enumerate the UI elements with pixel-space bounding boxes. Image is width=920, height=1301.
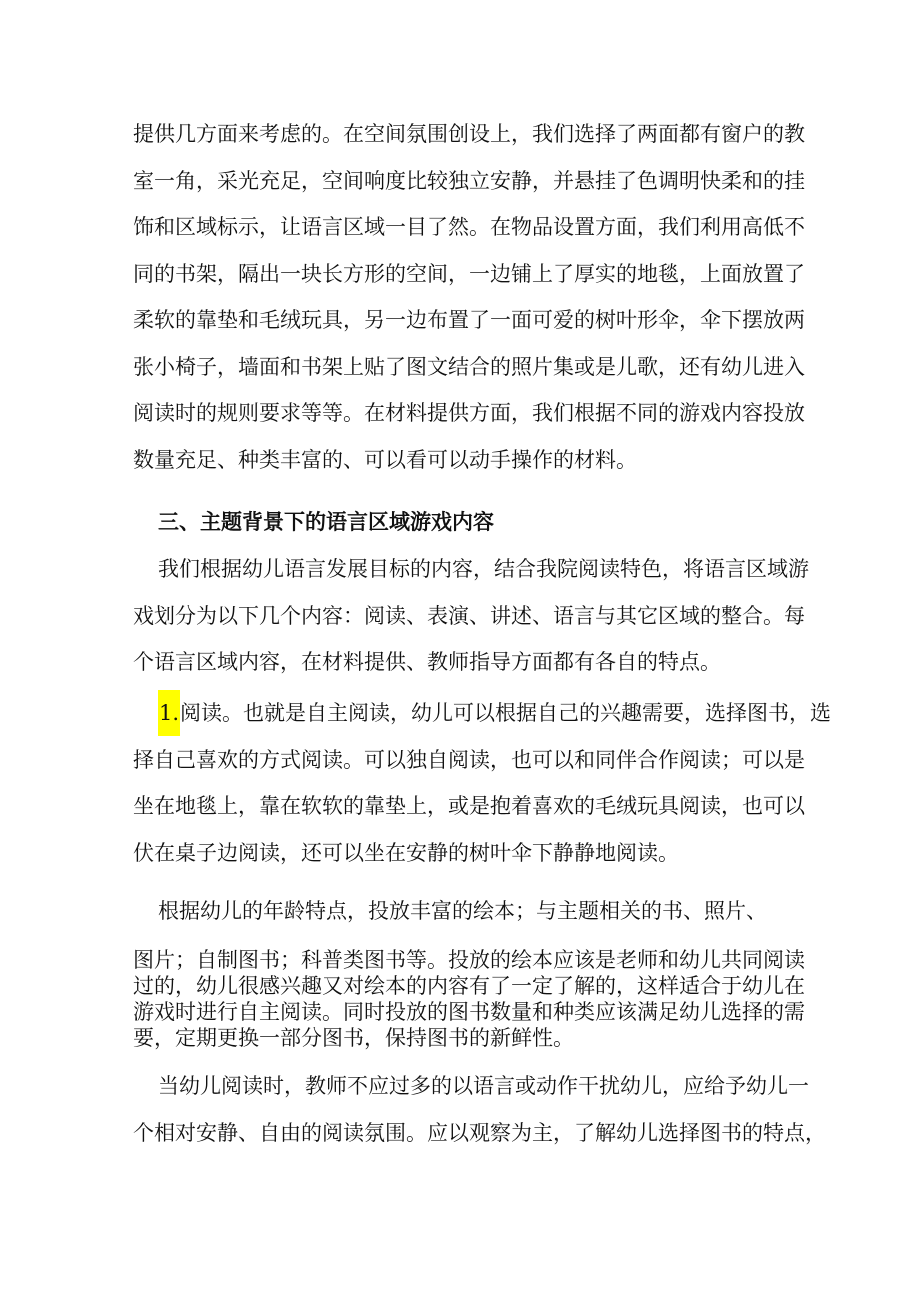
text-line: 择自己喜欢的方式阅读。可以独自阅读，也可以和同伴合作阅读；可以是	[133, 747, 805, 772]
text-line	[133, 690, 832, 737]
text-line: 数量充足、种类丰富的、可以看可以动手操作的材料。	[133, 447, 637, 472]
text-line: 根据幼儿的年龄特点，投放丰富的绘本；与主题相关的书、照片、	[158, 899, 767, 923]
text-line: 室一角，采光充足，空间响度比较独立安静，并悬挂了色调明快柔和的挂	[133, 168, 805, 193]
paragraph-materials-detail	[133, 947, 805, 1051]
text-line-rest: 阅读。也就是自主阅读，幼儿可以根据自己的兴趣需要，选择图书，选	[180, 701, 832, 725]
text-line: 过的，幼儿很感兴趣又对绘本的内容有了一定了解的，这样适合于幼儿在	[133, 974, 805, 998]
text-line: 游戏时进行自主阅读。同时投放的图书数量和种类应该满足幼儿选择的需	[133, 1000, 805, 1024]
paragraph-materials-intro	[133, 888, 793, 935]
text-line: 个语言区域内容，在材料提供、教师指导方面都有各自的特点。	[133, 650, 721, 674]
text-line: 坐在地毯上，靠在软软的靠垫上，或是抱着喜欢的毛绒玩具阅读，也可以	[133, 794, 805, 818]
highlighted-list-marker: 1.	[158, 690, 180, 736]
text-line: 图片；自制图书；科普类图书等。投放的绘本应该是老师和幼儿共同阅读	[133, 948, 805, 972]
text-line: 提供几方面来考虑的。在空间氛围创设上，我们选择了两面都有窗户的教	[133, 122, 805, 146]
paragraph-space-materials	[133, 111, 805, 483]
text-line: 张小椅子，墙面和书架上贴了图文结合的照片集或是儿歌，还有幼儿进入	[133, 354, 805, 379]
text-line: 戏划分为以下几个内容：阅读、表演、讲述、语言与其它区域的整合。每	[133, 603, 805, 628]
section-heading: 三、主题背景下的语言区域游戏内容	[158, 510, 494, 534]
paragraph-reading	[133, 690, 832, 876]
text-line: 伏在桌子边阅读，还可以坐在安静的树叶伞下静静地阅读。	[133, 840, 679, 865]
paragraph-teacher-guidance	[133, 1063, 826, 1156]
paragraph-content-division	[133, 546, 809, 686]
text-line: 阅读时的规则要求等等。在材料提供方面，我们根据不同的游戏内容投放	[133, 401, 805, 425]
text-line: 柔软的靠垫和毛绒玩具，另一边布置了一面可爱的树叶形伞，伞下摆放两	[133, 308, 805, 332]
text-line: 饰和区域标示，让语言区域一目了然。在物品设置方面，我们利用高低不	[133, 215, 805, 239]
text-line: 我们根据幼儿语言发展目标的内容，结合我院阅读特色，将语言区域游	[158, 557, 809, 581]
text-line: 当幼儿阅读时，教师不应过多的以语言或动作干扰幼儿，应给予幼儿一	[158, 1074, 809, 1098]
text-line: 要，定期更换一部分图书，保持图书的新鲜性。	[133, 1026, 574, 1050]
text-line: 同的书架，隔出一块长方形的空间，一边铺上了厚实的地毯，上面放置了	[133, 261, 805, 286]
text-line: 个相对安静、自由的阅读氛围。应以观察为主，了解幼儿选择图书的特点，	[133, 1120, 826, 1145]
